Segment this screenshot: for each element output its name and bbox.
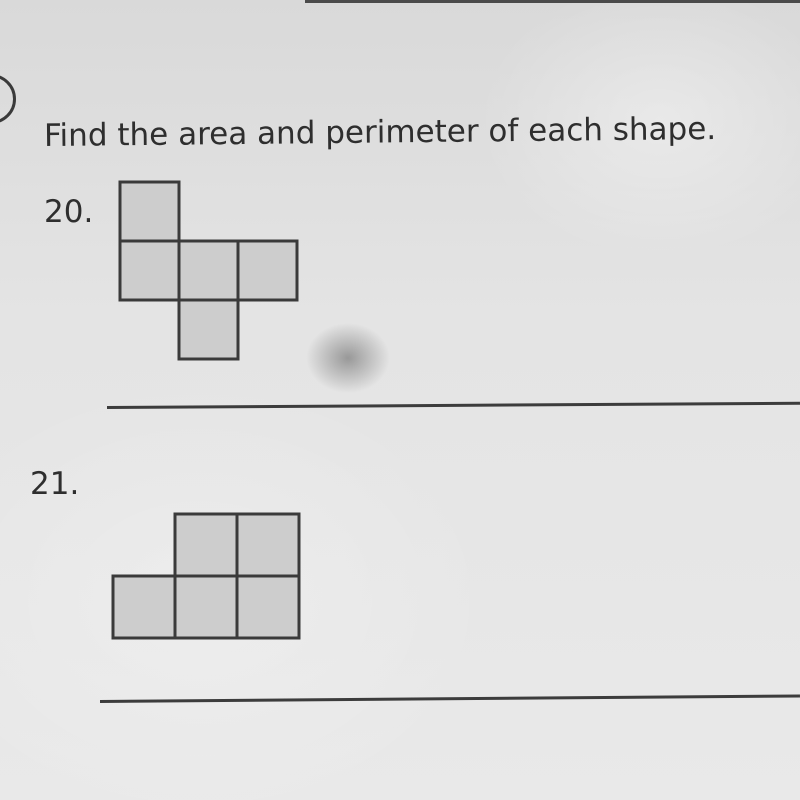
- unit-square: [237, 576, 299, 638]
- problem-20-shape: [110, 175, 310, 365]
- problem-21-shape: [105, 505, 315, 650]
- unit-square: [179, 241, 238, 300]
- instruction-text: Find the area and perimeter of each shape.: [43, 110, 717, 154]
- unit-square: [179, 300, 238, 359]
- problem-20-answer-line[interactable]: [107, 402, 800, 409]
- problem-20-number: 20.: [44, 194, 94, 230]
- unit-square: [238, 241, 297, 300]
- top-answer-line: [305, 0, 800, 3]
- unit-square: [175, 576, 237, 638]
- problem-21-answer-line[interactable]: [100, 695, 800, 703]
- unit-square: [120, 241, 179, 300]
- unit-square: [113, 576, 175, 638]
- unit-square: [175, 514, 237, 576]
- problem-21-number: 21.: [30, 466, 80, 502]
- unit-square: [237, 514, 299, 576]
- unit-square: [120, 182, 179, 241]
- page-corner-mark: [0, 74, 16, 124]
